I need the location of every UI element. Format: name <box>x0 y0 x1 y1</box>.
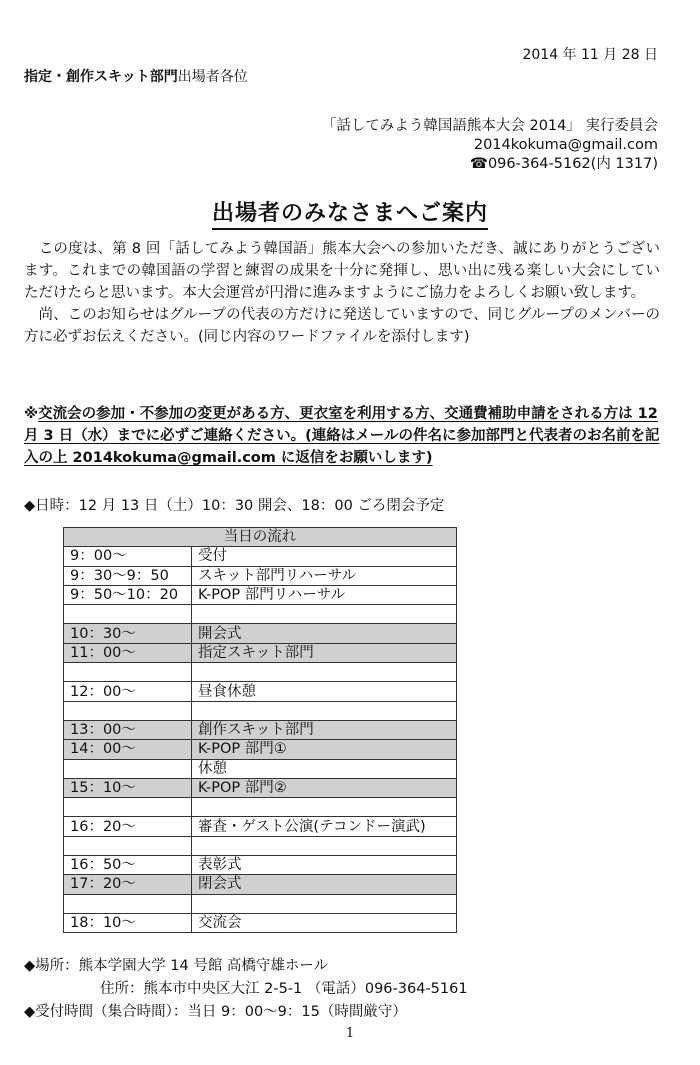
sender-block <box>322 117 658 174</box>
schedule-row <box>64 624 457 643</box>
schedule-row <box>64 701 457 720</box>
schedule-time: 14：00〜 <box>64 740 192 759</box>
schedule-event <box>192 836 457 855</box>
notice-mark: ※ <box>24 406 39 422</box>
schedule-event: K-POP 部門② <box>192 778 457 797</box>
schedule-time: 9：30〜9：50 <box>64 566 192 585</box>
document-date: 2014 年 11 月 28 日 <box>522 47 658 63</box>
document-title: 出場者のみなさまへご案内 <box>212 201 488 230</box>
schedule-row <box>64 566 457 585</box>
body-text <box>24 238 660 348</box>
schedule-event: 受付 <box>192 547 457 566</box>
schedule-time <box>64 759 192 778</box>
body-paragraph-1: この度は、第 8 回「話してみよう韓国語」熊本大会への参加いただき、誠にありがとうございます。これまでの韓国語の学習と練習の成果を十分に発揮し、思い出に残る楽しい大会にしていただけたらと思います。本大会運営が円滑に進みますようにご協力をよろしくお願い致します。 <box>24 241 660 301</box>
recipient-bold: 指定・創作スキット部門 <box>24 69 178 85</box>
schedule-time: 16：20〜 <box>64 817 192 836</box>
schedule-event: K-POP 部門リハーサル <box>192 585 457 604</box>
schedule-row <box>64 720 457 739</box>
schedule-row <box>64 798 457 817</box>
schedule-row <box>64 778 457 797</box>
schedule-row <box>64 740 457 759</box>
schedule-event: 昼食休憩 <box>192 682 457 701</box>
schedule-event: 閉会式 <box>192 875 457 894</box>
schedule-row <box>64 836 457 855</box>
schedule-header: 当日の流れ <box>64 528 457 547</box>
schedule-event <box>192 894 457 913</box>
sender-email: 2014kokuma@gmail.com <box>473 137 658 153</box>
schedule-event: K-POP 部門① <box>192 740 457 759</box>
notice-block <box>24 403 664 469</box>
reception-time: ◆受付時間（集合時間）：当日 9：00〜9：15（時間厳守） <box>24 1004 407 1020</box>
schedule-event: 休憩 <box>192 759 457 778</box>
schedule-event: 交流会 <box>192 913 457 932</box>
schedule-time: 18：10〜 <box>64 913 192 932</box>
notice-text: 交流会の参加・不参加の変更がある方、更衣室を利用する方、交通費補助申請をされる方は 12 月 3 日（水）までに必ずご連絡ください。(連絡はメールの件名に参加部門と代表者のお名前を記入の上 2014kokuma@gmail.com に返信をお願いします) <box>24 406 660 466</box>
schedule-time <box>64 894 192 913</box>
venue-place: ◆場所：熊本学園大学 14 号館 高橋守雄ホール <box>24 958 329 974</box>
schedule-time: 12：00〜 <box>64 682 192 701</box>
venue-block <box>24 955 468 1024</box>
sender-organization: 「話してみよう韓国語熊本大会 2014」 実行委員会 <box>321 118 658 134</box>
schedule-event <box>192 701 457 720</box>
schedule-row <box>64 856 457 875</box>
schedule-row <box>64 817 457 836</box>
schedule-time <box>64 836 192 855</box>
schedule-time <box>64 798 192 817</box>
schedule-row <box>64 605 457 624</box>
schedule-table <box>63 527 457 933</box>
recipient-line <box>24 66 248 86</box>
schedule-row <box>64 913 457 932</box>
schedule-time <box>64 663 192 682</box>
schedule-time <box>64 605 192 624</box>
schedule-row <box>64 663 457 682</box>
schedule-row <box>64 585 457 604</box>
document-title-wrap <box>0 196 700 227</box>
schedule-row <box>64 547 457 566</box>
schedule-event: 創作スキット部門 <box>192 720 457 739</box>
recipient-rest: 出場者各位 <box>177 69 248 85</box>
sender-phone: ☎096-364-5162(内 1317) <box>469 156 658 172</box>
schedule-row <box>64 682 457 701</box>
schedule-event <box>192 798 457 817</box>
schedule-event: 指定スキット部門 <box>192 643 457 662</box>
schedule-body <box>64 547 457 933</box>
schedule-event: 開会式 <box>192 624 457 643</box>
page-number: 1 <box>345 1026 355 1041</box>
schedule-header-row <box>64 528 457 547</box>
schedule-time: 9：00〜 <box>64 547 192 566</box>
schedule-event: 表彰式 <box>192 856 457 875</box>
schedule-time: 10：30〜 <box>64 624 192 643</box>
schedule-time: 13：00〜 <box>64 720 192 739</box>
schedule-event: 審査・ゲスト公演(テコンドー演武) <box>192 817 457 836</box>
schedule-time: 9：50〜10：20 <box>64 585 192 604</box>
schedule-row <box>64 759 457 778</box>
schedule-row <box>64 894 457 913</box>
event-datetime: ◆日時：12 月 13 日（土）10：30 開会、18：00 ごろ閉会予定 <box>24 498 445 514</box>
schedule-time: 16：50〜 <box>64 856 192 875</box>
schedule-event <box>192 605 457 624</box>
schedule-row <box>64 875 457 894</box>
venue-address: 住所：熊本市中央区大江 2-5-1 （電話）096-364-5161 <box>100 981 468 997</box>
schedule-time: 11：00〜 <box>64 643 192 662</box>
schedule-row <box>64 643 457 662</box>
schedule-time: 15：10〜 <box>64 778 192 797</box>
schedule-event: スキット部門リハーサル <box>192 566 457 585</box>
schedule-time <box>64 701 192 720</box>
schedule-event <box>192 663 457 682</box>
schedule-time: 17：20〜 <box>64 875 192 894</box>
body-paragraph-2: 尚、このお知らせはグループの代表の方だけに発送していますので、同じグループのメンバーの方に必ずお伝えください。(同じ内容のワードファイルを添付します) <box>24 307 660 345</box>
